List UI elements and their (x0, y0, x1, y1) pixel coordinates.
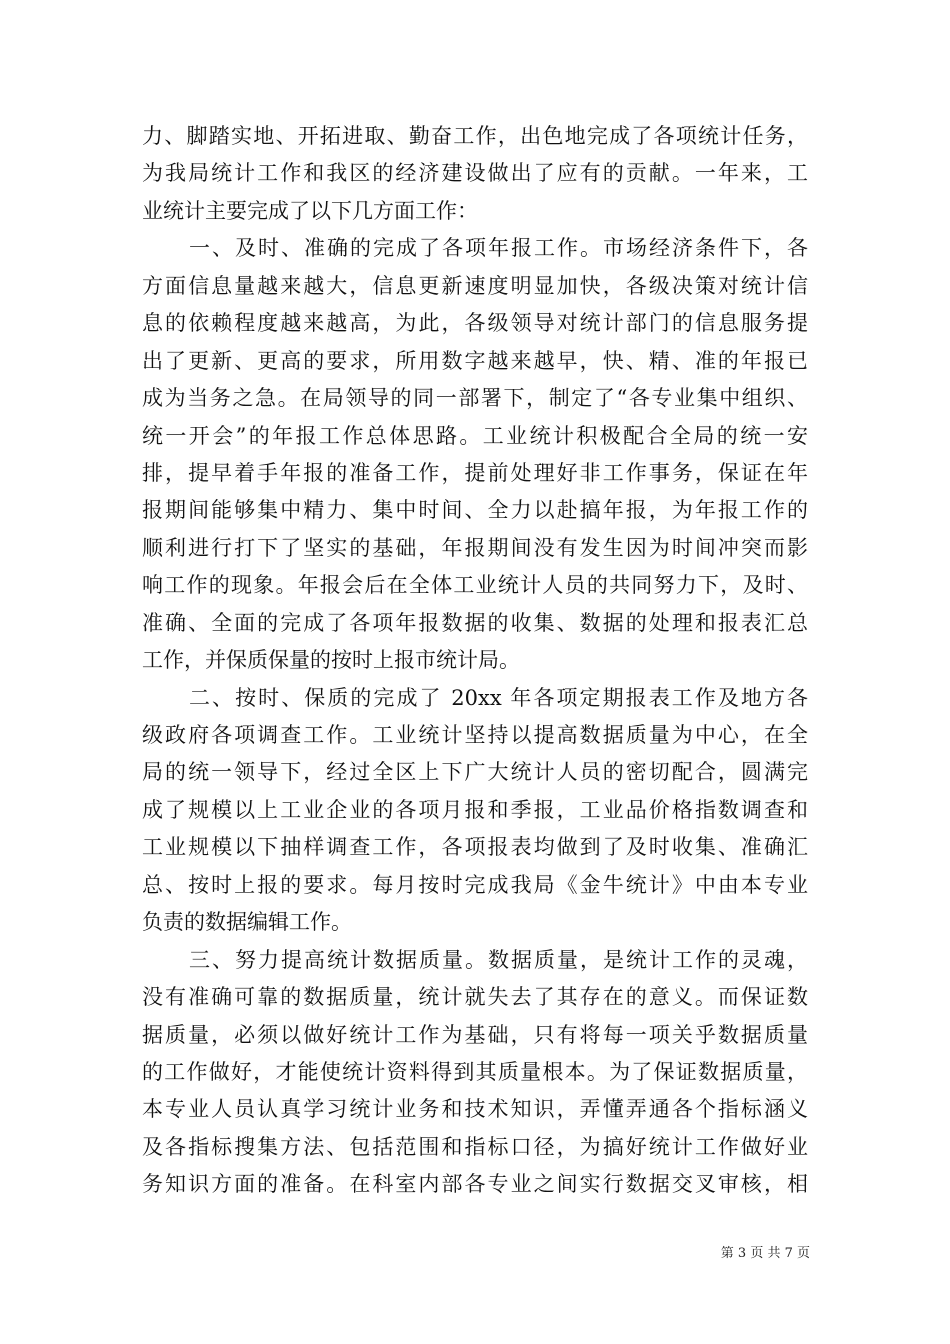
text-line: 据质量，必须以做好统计工作为基础，只有将每一项关乎数据质量 (142, 1022, 808, 1047)
text-line: 准确、全面的完成了各项年报数据的收集、数据的处理和报表汇总 (142, 610, 808, 635)
text-line: 及各指标搜集方法、包括范围和指标口径，为搞好统计工作做好业 (142, 1134, 808, 1159)
text-line: 业统计主要完成了以下几方面工作： (142, 198, 478, 223)
text-line: 总、按时上报的要求。每月按时完成我局《金牛统计》中由本专业 (142, 872, 808, 897)
text-line: 成为当务之急。在局领导的同一部署下，制定了“各专业集中组织、 (142, 386, 808, 411)
text-line: 力、脚踏实地、开拓进取、勤奋工作，出色地完成了各项统计任务， (142, 124, 808, 148)
text-line: 负责的数据编辑工作。 (142, 910, 352, 935)
text-line: 的工作做好，才能使统计资料得到其质量根本。为了保证数据质量， (142, 1059, 808, 1084)
text-line: 务知识方面的准备。在科室内部各专业之间实行数据交叉审核，相 (142, 1172, 808, 1197)
text-line: 顺利进行打下了坚实的基础，年报期间没有发生因为时间冲突而影 (142, 535, 808, 560)
page-number: 第 3 页 共 7 页 (720, 1246, 810, 1261)
text-line: 三、努力提高统计数据质量。数据质量，是统计工作的灵魂， (189, 947, 808, 972)
text-line: 统一开会”的年报工作总体思路。工业统计积极配合全局的统一安 (142, 423, 808, 448)
text-line: 报期间能够集中精力、集中时间、全力以赴搞年报，为年报工作的 (142, 498, 808, 523)
document-body (142, 118, 808, 1204)
text-line: 级政府各项调查工作。工业统计坚持以提高数据质量为中心，在全 (142, 723, 808, 747)
text-line: 一、及时、准确的完成了各项年报工作。市场经济条件下，各 (189, 236, 808, 261)
text-line: 出了更新、更高的要求，所用数字越来越早，快、精、准的年报已 (142, 348, 808, 373)
text-line: 工业规模以下抽样调查工作，各项报表均做到了及时收集、准确汇 (142, 835, 808, 860)
text-line: 本专业人员认真学习统计业务和技术知识，弄懂弄通各个指标涵义 (142, 1097, 808, 1122)
text-line: 为我局统计工作和我区的经济建设做出了应有的贡献。一年来，工 (142, 161, 808, 186)
text-line: 响工作的现象。年报会后在全体工业统计人员的共同努力下，及时、 (142, 573, 808, 598)
text-line: 排，提早着手年报的准备工作，提前处理好非工作事务，保证在年 (142, 460, 808, 485)
text-line: 工作，并保质保量的按时上报市统计局。 (142, 648, 520, 673)
text-line: 没有准确可靠的数据质量，统计就失去了其存在的意义。而保证数 (142, 985, 808, 1010)
text-line: 二、按时、保质的完成了 20xx 年各项定期报表工作及地方各 (189, 685, 808, 710)
text-line: 局的统一领导下，经过全区上下广大统计人员的密切配合，圆满完 (142, 760, 808, 785)
text-line: 方面信息量越来越大，信息更新速度明显加快，各级决策对统计信 (142, 273, 808, 298)
text-line: 息的依赖程度越来越高，为此，各级领导对统计部门的信息服务提 (142, 311, 808, 336)
text-line: 成了规模以上工业企业的各项月报和季报，工业品价格指数调查和 (142, 797, 808, 822)
